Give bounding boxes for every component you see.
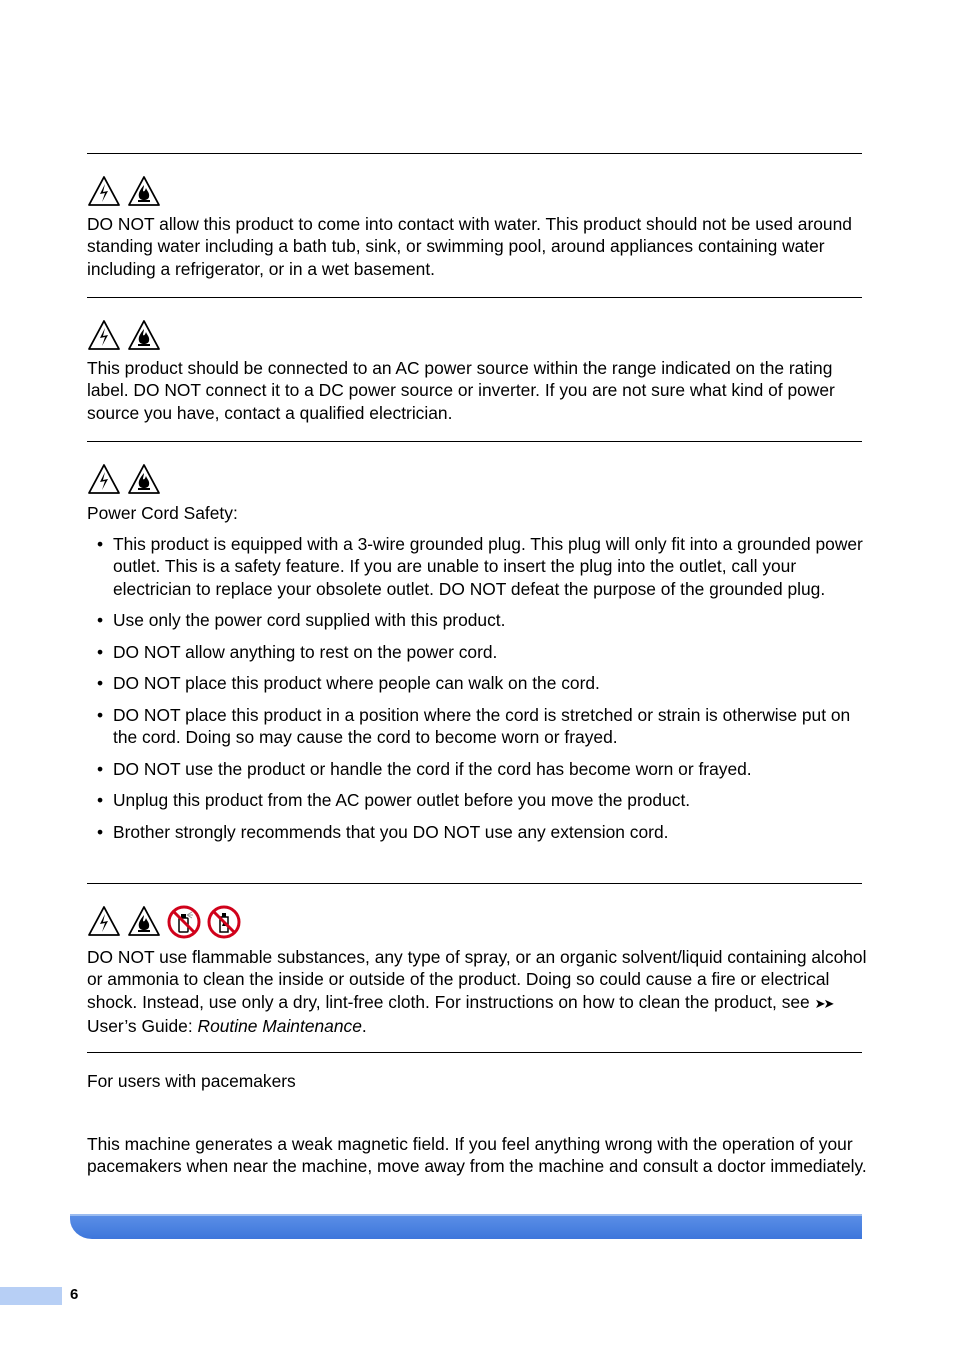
list-item-text: DO NOT use the product or handle the cord if the cord has become worn or frayed. — [113, 758, 752, 779]
electric-shock-warning-icon — [87, 175, 121, 207]
bullet-marker: • — [97, 790, 104, 811]
list-item — [97, 704, 867, 749]
list-item — [97, 672, 867, 694]
warning-icons — [87, 463, 161, 497]
section-divider — [87, 1052, 862, 1053]
list-item — [97, 609, 867, 631]
fire-warning-icon — [127, 319, 161, 351]
list-item-text: DO NOT allow anything to rest on the power cord. — [113, 641, 498, 662]
electric-shock-warning-icon — [87, 463, 121, 495]
electric-shock-warning-icon — [87, 905, 121, 937]
bullet-marker: • — [97, 822, 104, 843]
guide-reference-title[interactable]: Routine Maintenance — [197, 1015, 362, 1036]
bullet-marker: • — [97, 641, 104, 662]
list-item — [97, 821, 867, 843]
bullet-marker: • — [97, 673, 104, 694]
section-divider — [87, 441, 862, 442]
electric-shock-warning-icon — [87, 319, 121, 351]
list-item — [97, 758, 867, 780]
fire-warning-icon — [127, 463, 161, 495]
guide-reference-label: User’s Guide: — [87, 1015, 198, 1036]
section-divider — [87, 883, 862, 884]
power-cord-bullet-list — [97, 533, 867, 853]
cleaning-warning-text — [87, 946, 867, 1037]
warning-icons — [87, 905, 241, 939]
fire-warning-icon — [127, 175, 161, 207]
bullet-marker: • — [97, 758, 104, 779]
section-divider — [87, 153, 862, 154]
bullet-marker: • — [97, 704, 104, 725]
bullet-marker: • — [97, 534, 104, 554]
list-item-text: This product is equipped with a 3-wire grounded plug. This plug will only fit into a grounded power outlet. This is a safety feature. If you are unable to insert the plug into the outlet, call your electrician to replace your obsolete outlet. DO NOT defeat the purpose of the grounded plug. — [113, 534, 863, 599]
reference-arrows-icon: ➤➤ — [814, 995, 833, 1011]
list-item — [97, 641, 867, 663]
no-solvent-icon — [207, 905, 241, 939]
list-item-text: DO NOT place this product where people can walk on the cord. — [113, 673, 600, 694]
list-item — [97, 789, 867, 811]
footer-bar — [70, 1214, 862, 1239]
page-number: 6 — [70, 1286, 79, 1303]
bullet-marker: • — [97, 610, 104, 631]
pacemaker-text: This machine generates a weak magnetic field. If you feel anything wrong with the operation of your pacemakers when near the machine, move away from the machine and consult a doctor immediately. — [87, 1134, 867, 1177]
sentence-end: . — [361, 1015, 367, 1036]
power-cord-safety-heading: Power Cord Safety: — [87, 503, 238, 523]
list-item — [97, 533, 867, 600]
warning-icons — [87, 175, 161, 209]
section-divider — [87, 297, 862, 298]
water-warning-text: DO NOT allow this product to come into contact with water. This product should not be used around standing water including a bath tub, sink, or swimming pool, around appliances containing water including a refrigerator, or in a wet basement. — [87, 214, 852, 279]
list-item-text: Brother strongly recommends that you DO NOT use any extension cord. — [113, 822, 669, 843]
list-item-text: DO NOT place this product in a position where the cord is stretched or strain is otherwise put on the cord. Doing so may cause the cord to become worn or frayed. — [113, 704, 851, 748]
list-item-text: Unplug this product from the AC power outlet before you move the product. — [113, 790, 691, 811]
fire-warning-icon — [127, 905, 161, 937]
power-source-warning-text: This product should be connected to an AC power source within the range indicated on the rating label. DO NOT connect it to a DC power source or inverter. If you are not sure what kind of power source you have, contact a qualified electrician. — [87, 358, 835, 423]
cleaning-warning-body: DO NOT use flammable substances, any type of spray, or an organic solvent/liquid containing alcohol or ammonia to clean the inside or outside of the product. Doing so could cause a fire or electrical shock. Instead, use only a dry, lint-free cloth. For instructions on how to clean the product, see — [87, 947, 867, 1012]
no-spray-icon — [167, 905, 201, 939]
pacemaker-heading: For users with pacemakers — [87, 1071, 296, 1091]
list-item-text: Use only the power cord supplied with this product. — [113, 610, 506, 631]
warning-icons — [87, 319, 161, 353]
page-tab — [0, 1287, 62, 1305]
